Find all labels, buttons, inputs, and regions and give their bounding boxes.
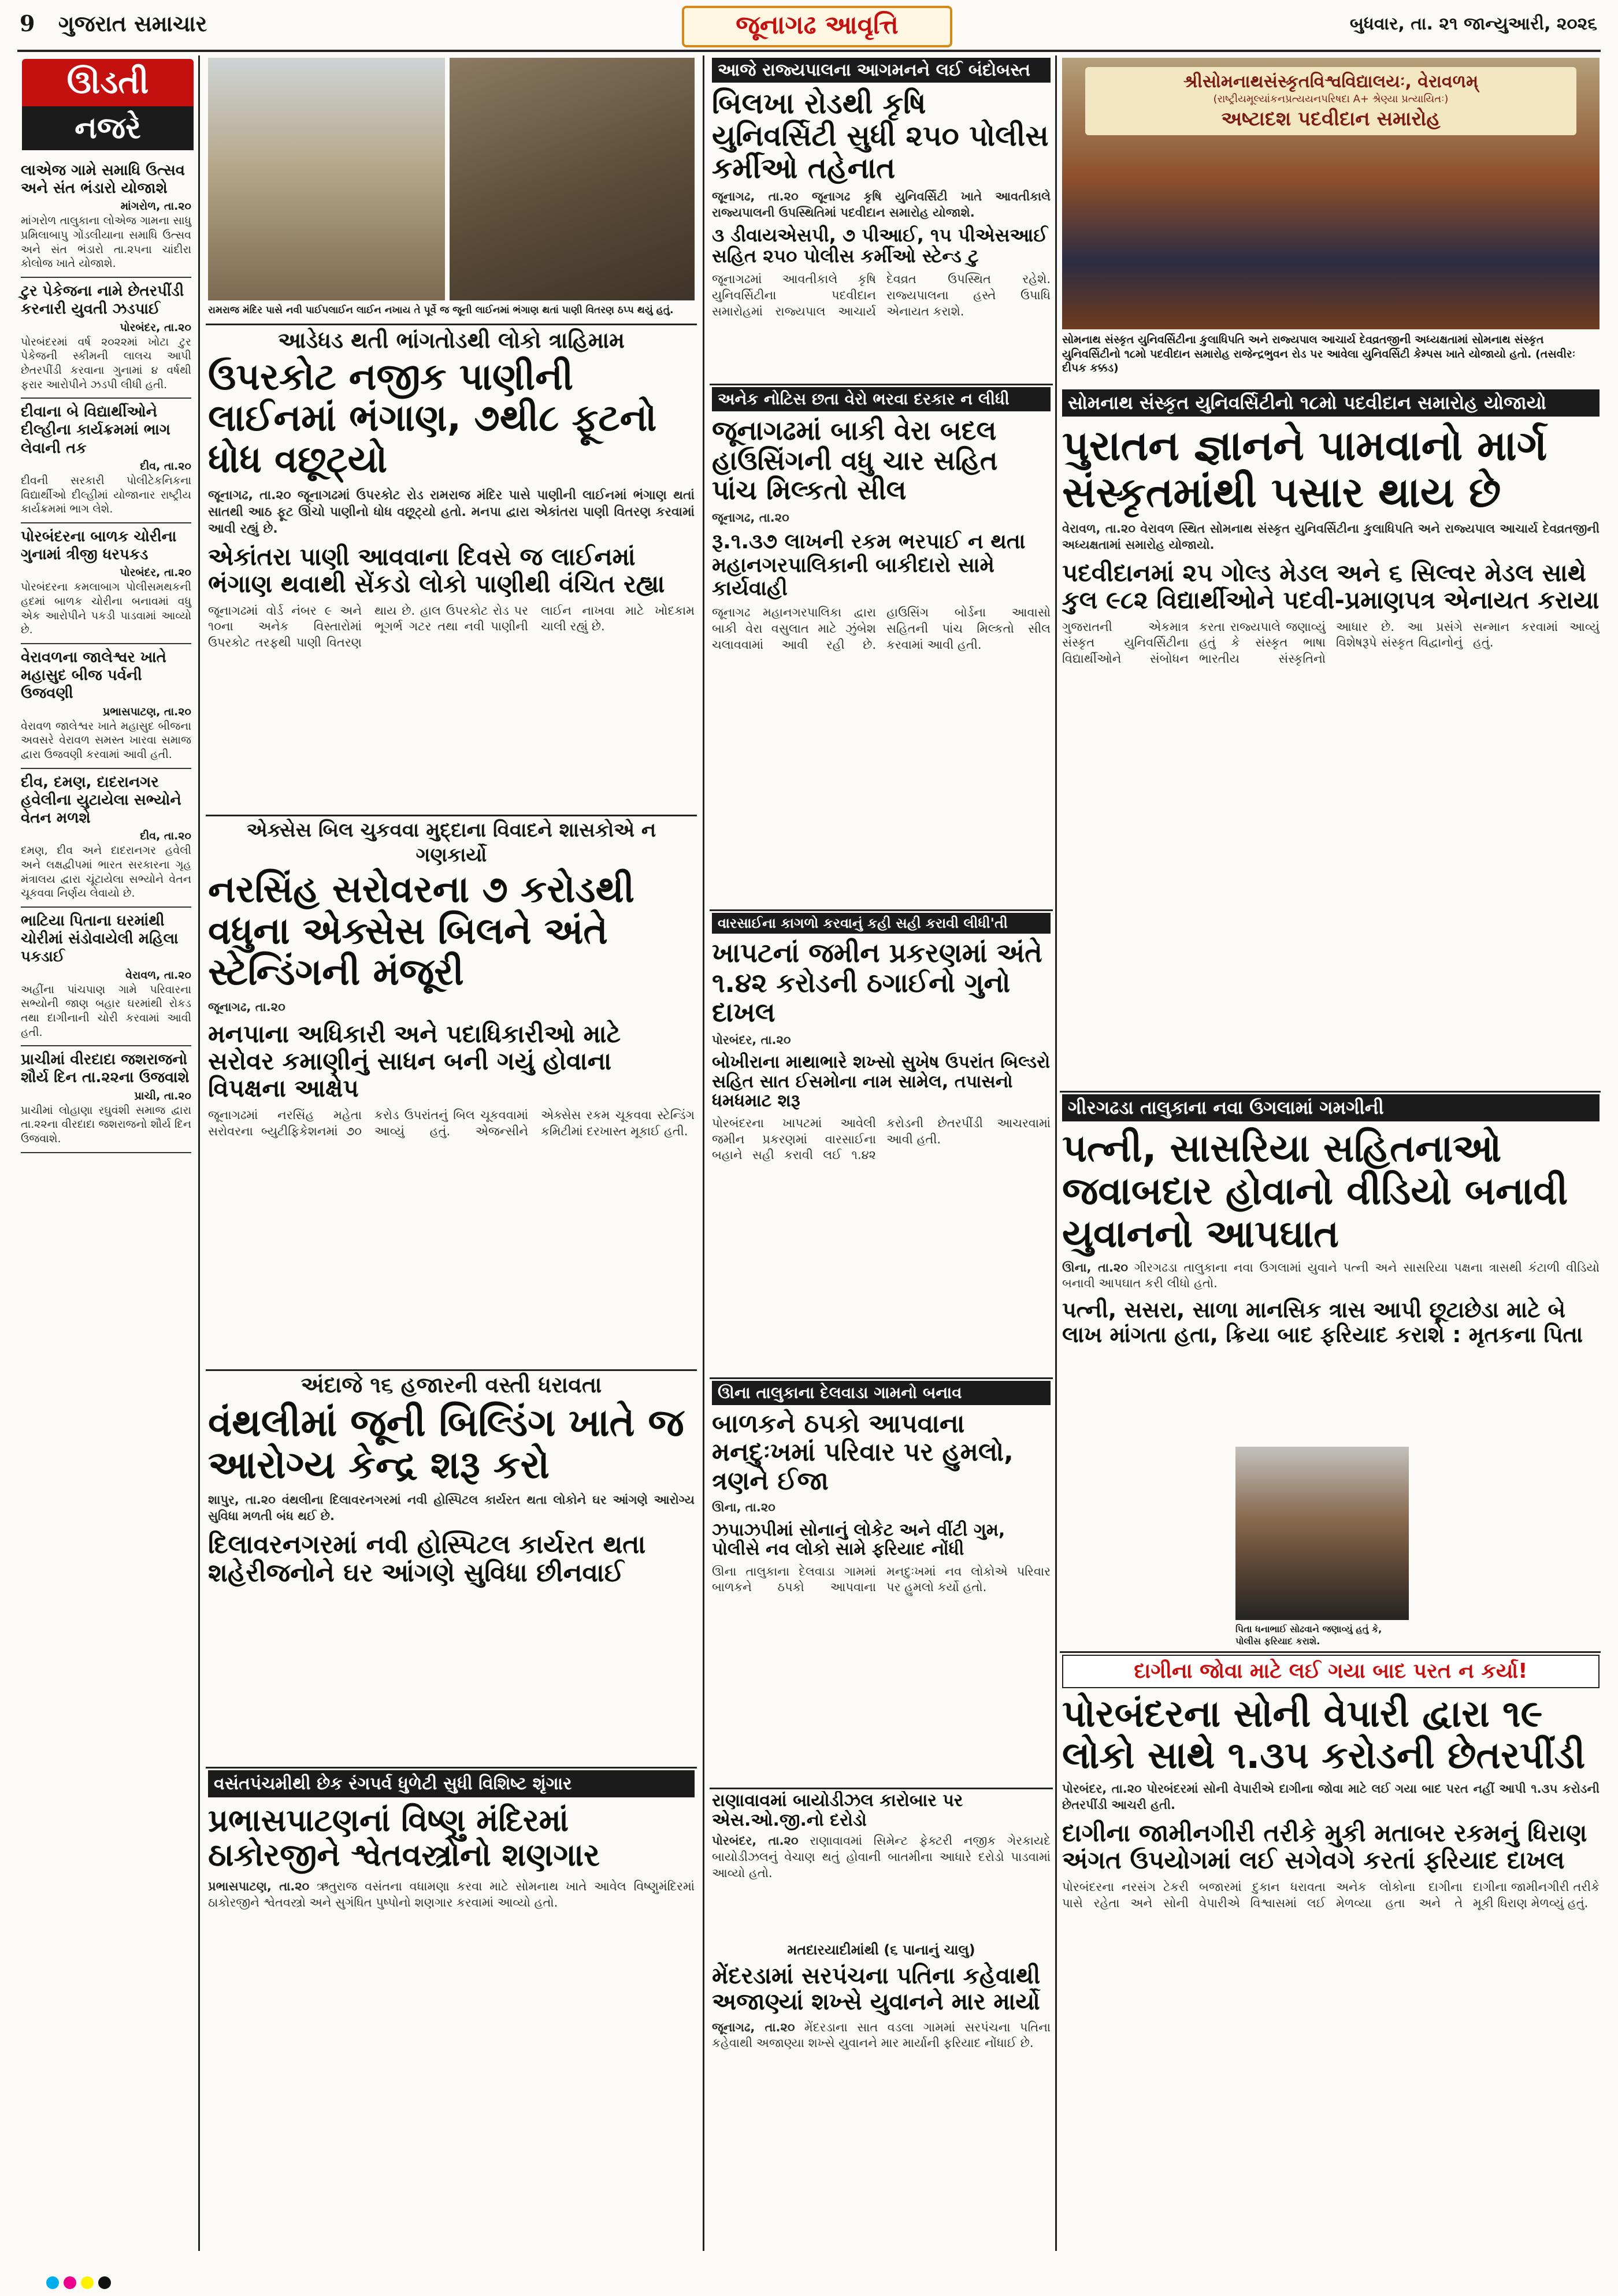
convocation-event: અષ્ટાદશ પદવીદાન સમારોહ	[1221, 107, 1441, 131]
bilkha-lead: જૂનાગઢ કૃષિ યુનિવર્સિટી ખાતે આવતીકાલે રાજ્યપાલની ઉપસ્થિતિમાં પદવીદાન સમારોહ યોજાશે.	[712, 190, 1051, 220]
soni-kicker: દાગીના જોવા માટે લઈ ગયા બાદ પરત ન કર્યા!	[1062, 1655, 1600, 1688]
sidebar-news-item	[21, 908, 191, 1046]
sidebar-news-dateline: દીવ, તા.૨૦	[140, 459, 191, 473]
sidebar-news-body: દીવની સરકારી પોલીટેકનિકના વિદ્યાર્થીઓ દીલ્હીમાં યોજાનાર રાષ્ટ્રીય કાર્યક્રમમાં ભાગ લેશે.	[21, 474, 191, 516]
article-medarda	[712, 1941, 1051, 2247]
vanthali-dateline: શાપુર, તા.૨૦	[208, 1493, 276, 1507]
sidebar-news-list	[17, 157, 198, 1153]
khapat-body: પોરબંદરના ખાપટમાં આવેલી જમીન પ્રકરણમાં વારસાઈના બહાને સહી કરાવી લઈ ૧.૪૨ કરોડની છેતરપીંડી આચરવામાં આવી હતી.	[712, 1116, 1051, 1162]
article-prabhas	[208, 1770, 695, 2247]
article-una	[712, 1381, 1051, 1785]
sidebar-news-body: દમણ, દીવ અને દાદરાનગર હવેલી અને લક્ષદ્વીપમાં ભારત સરકારના ગૃહ મંત્રાલય દ્વારા ચૂંટાયેલા સભ્યોને વેતન ચૂકવવા નિર્ણય લેવાયો છે.	[21, 844, 191, 900]
khapat-dateline: પોરબંદર, તા.૨૦	[712, 1032, 791, 1047]
una-body: ઊના તાલુકાના દેલવાડા ગામમાં બાળકને ઠપકો આપવાના મનદુઃખમાં નવ લોકોએ પરિવાર પર હુમલો કર્યો હતો.	[712, 1564, 1051, 1595]
somnath-kicker: સોમનાથ સંસ્કૃત યુનિવર્સિટીનો ૧૮મો પદવીદાન સમારોહ યોજાયો	[1062, 389, 1600, 417]
khapat-kicker: વારસાઈના કાગળો કરવાનું કહી સહી કરાવી લીધી'તી	[712, 913, 1051, 934]
soni-headline: પોરબંદરના સોની વેપારી દ્વારા ૧૯ લોકો સાથે ૧.૩૫ કરોડની છેતરપીંડી	[1062, 1693, 1586, 1777]
article-somnath	[1062, 389, 1600, 1088]
sidebar-news-headline: દીવ, દમણ, દાદરાનગર હવેલીના યુટાયેલા સભ્યોને વેતન મળશે	[21, 773, 181, 827]
prabhas-dateline: પ્રભાસપાટણ, તા.૨૦	[208, 1879, 310, 1893]
soni-body: પોરબંદરના નરસંગ ટેકરી પાસે રહેતા અને સોની બજારમાં દુકાન ધરાવતા વેપારીએ વિશ્વાસમાં લઈ અનેક લોકોના દાગીના મેળવ્યા હતા અને તે દાગીના જામીનગીરી તરીકે મૂકી ધિરાણ મેળવ્યું હતું.	[1062, 1879, 1600, 1910]
paper-name: ગુજરાત સમાચાર	[58, 10, 207, 36]
uparkot-lead: જૂનાગઢમાં ઉપરકોટ રોડ રામરાજ મંદિર પાસે પાણીની લાઈનમાં ભંગાણ થતાં સાતથી આઠ ફૂટ ઊંચો પાણીનો ધોધ વછૂટ્યો હતો. મનપા દ્વારા એકાંતરા પાણી વિતરણ કરવામાં આવી રહ્યું છે.	[208, 488, 695, 536]
article-giragadha	[1062, 1094, 1600, 1649]
sidebar-news-item	[21, 399, 191, 523]
sidebar-news-dateline: દીવ, તા.૨૦	[140, 830, 191, 843]
narsinh-kicker: એક્સેસ બિલ ચુકવવા મુદ્દાના વિવાદને શાસકોએ ન ગણકાર્યો	[246, 819, 656, 867]
sidebar-title-line2: નજરે	[22, 106, 194, 150]
vanthali-subhead: દિલાવરનગરમાં નવી હોસ્પિટલ કાર્યરત થતા શહેરીજનોને ઘર આંગણે સુવિધા છીનવાઈ	[208, 1529, 646, 1588]
convocation-banner	[1085, 67, 1576, 135]
vanthali-headline: વંથલીમાં જૂની બિલ્ડિંગ ખાતે જ આરોગ્ય કેન્દ્ર શરૂ કરો	[208, 1400, 684, 1488]
sidebar-news-item	[21, 644, 191, 769]
article-khapat	[712, 913, 1051, 1375]
uparkot-kicker: આડેધડ થતી ભાંગતોડથી લોકો ત્રાહિમામ	[278, 328, 625, 353]
article-porbandar-soni	[1062, 1655, 1600, 2247]
housing-dateline: જૂનાગઢ, તા.૨૦	[712, 510, 789, 525]
sidebar-news-body: પોરબંદરમાં વર્ષ ૨૦૨૨માં ખોટા ટુર પેકેજની સ્કીમની લાલચ આપી છેતરપીંડી કરવાના ગુનામાં ૪ વર્ષથી ફરાર આરોપીને ઝડપી લીધી હતી.	[21, 335, 191, 391]
uparkot-subhead: એકાંતરા પાણી આવવાના દિવસે જ લાઈનમાં ભંગાણ થવાથી સેંકડો લોકો પાણીથી વંચિત રહ્યા	[208, 542, 665, 598]
somnath-body: ગુજરાતની એકમાત્ર સંસ્કૃત યુનિવર્સિટીના વિદ્યાર્થીઓને સંબોધન કરતા રાજ્યપાલે જણાવ્યું હતું કે સંસ્કૃત ભાષા ભારતીય સંસ્કૃતિનો આધાર છે. આ પ્રસંગે વિશેષરૂપે સંસ્કૃત વિદ્વાનોનું સન્માન કરવામાં આવ્યું હતું.	[1062, 619, 1600, 666]
article-ravalwala	[712, 1791, 1051, 1935]
article-narsinh	[208, 818, 695, 1367]
somnath-headline: પુરાતન જ્ઞાનને પામવાનો માર્ગ સંસ્કૃતમાંથી પસાર થાય છે	[1062, 421, 1548, 517]
medarda-body: મેંદરડાના સાત વડલા ગામમાં સરપંચના પતિના કહેવાથી અજાણ્યા શખ્સે યુવાનને માર માર્યાની ફરિયાદ નોંધાઈ છે.	[712, 2020, 1051, 2050]
sidebar-news-dateline: પોરબંદર, તા.૨૦	[120, 566, 191, 579]
somnath-subhead: પદવીદાનમાં ૨૫ ગોલ્ડ મેડલ અને ૬ સિલ્વર મેડલ સાથે કુલ ૯૮૨ વિદ્યાર્થીઓને પદવી-પ્રમાણપત્ર એનાયત કરાયા	[1062, 558, 1600, 614]
sidebar-news-dateline: પોરબંદર, તા.૨૦	[120, 321, 191, 334]
issue-date: બુધવાર, તા. ૨૧ જાન્યુઆરી, ૨૦૨૬	[1349, 14, 1597, 34]
narsinh-subhead: મનપાના અધિકારી અને પદાધિકારીઓ માટે સરોવર કમાણીનું સાધન બની ગયું હોવાના વિપક્ષના આક્ષેપ	[208, 1019, 621, 1102]
giragadha-photo-caption: પિતા ધનાભાઈ સોઢવાને જણાવ્યું હતું કે, પોલીસ ફરિયાદ કરાશે.	[1235, 1623, 1382, 1647]
broken-pipeline-photo	[450, 58, 695, 300]
housing-body: જૂનાગઢ મહાનગરપાલિકા દ્વારા બાકી વેરા વસુલાત માટે ઝુંબેશ ચલાવવામાં આવી રહી છે. હાઉસિંગ બોર્ડના આવાસો સહિતની પાંચ મિલ્કતો સીલ કરવામાં આવી હતી.	[712, 605, 1051, 652]
sidebar-news-headline: પ્રાચીમાં વીરદાદા જશરાજનો શૌર્ય દિન તા.૨૨ના ઉજવાશે	[21, 1051, 190, 1087]
housing-kicker: અનેક નોટિસ છતા વેરો ભરવા દરકાર ન લીધી	[712, 387, 1051, 411]
sidebar-news-body: પોરબંદરના કમલાબાગ પોલીસમથકની હદમાં બાળક ચોરીના બનાવમાં વધુ એક આરોપીને પકડી પાડવામાં આવ્યો છે.	[21, 581, 191, 637]
road-digging-photo	[208, 58, 445, 300]
khapat-subhead: બોખીરાના માથાભારે શખ્સો સુખેષ ઉપરાંત બિલ્ડરો સહિત સાત ઈસમોના નામ સામેલ, તપાસનો ધમધમાટ શરૂ	[712, 1052, 1051, 1112]
convocation-caption: સોમનાથ સંસ્કૃત યુનિવર્સિટીના કુલાધિપતિ અને રાજ્યપાલ આચાર્ય દેવવ્રતજીની અધ્યક્ષતામાં સોમનાથ સંસ્કૃત યુનિવર્સિટીનો ૧૮મો પદવીદાન સમારોહ રાજેન્દ્રભુવન રોડ પર આવેલા યુનિવર્સિટી કેમ્પસ ખાતે યોજાયો હતો. (તસવીરઃ દીપક કક્કડ)	[1062, 333, 1576, 375]
ravalwala-headline: રાણાવાવમાં બાયોડીઝલ કારોબાર પર એસ.ઓ.જી.નો દરોડો	[712, 1791, 963, 1830]
sidebar-news-headline: ભાટિયા પિતાના ઘરમાંથી ચોરીમાં સંડોવાયેલી મહિલા પકડાઈ	[21, 912, 179, 966]
sidebar-news-item	[21, 1046, 191, 1153]
somnath-lead: વેરાવળ સ્થિત સોમનાથ સંસ્કૃત યુનિવર્સિટીના કુલાધિપતિ અને રાજ્યપાલ આચાર્ય દેવવ્રતજીની અધ્યક્ષતામાં સમારોહ યોજાયો.	[1062, 522, 1600, 552]
vanthali-kicker: અંદાજે ૧૬ હજારની વસ્તી ધરાવતા	[300, 1372, 602, 1398]
sidebar-news-headline: ટુર પેકેજના નામે છેતરપીંડી કરનારી યુવતી ઝડપાઈ	[21, 283, 184, 318]
prabhas-body: ઋતુરાજ વસંતના વધામણા કરવા માટે સોમનાથ ખાતે આવેલ વિષ્ણુમંદિરમાં ઠાકોરજીને શ્વેતવસ્ત્રો અને સુગંધિત પુષ્પોનો શણગાર કરવામાં આવ્યો હતો.	[208, 1879, 695, 1909]
sidebar-news-item	[21, 278, 191, 399]
sidebar-news-item	[21, 523, 191, 644]
sidebar-news-item	[21, 769, 191, 908]
housing-headline: જૂનાગઢમાં બાકી વેરા બદલ હાઉસિંગની વધુ ચાર સહિત પાંચ મિલ્કતો સીલ	[712, 415, 998, 506]
bilkha-dateline: જૂનાગઢ, તા.૨૦	[712, 190, 799, 203]
sidebar-title-line1: ઊડતી	[22, 59, 194, 106]
una-dateline: ઊના, તા.૨૦	[712, 1500, 775, 1514]
masthead-left	[20, 10, 366, 43]
sidebar-news-headline: લાએજ ગામે સમાધિ ઉત્સવ અને સંત ભંડારો યોજાશે	[21, 162, 185, 198]
bilkha-body: જૂનાગઢમાં આવતીકાલે કૃષિ યુનિવર્સિટીના પદવીદાન સમારોહમાં રાજ્યપાલ આચાર્ય દેવવ્રત ઉપસ્થિત રહેશે. રાજ્યપાલના હસ્તે ઉપાધિ એનાયત કરાશે.	[712, 272, 1051, 318]
giragadha-body: ગીરગઢડા તાલુકાના નવા ઉગલામાં યુવાને પત્ની અને સાસરિયા પક્ષના ત્રાસથી કંટાળી વીડિયો બનાવી આપઘાત કરી લીધો હતો.	[1062, 1260, 1600, 1291]
prabhas-headline: પ્રભાસપાટણનાં વિષ્ણુ મંદિરમાં ઠાકોરજીને શ્વેતવસ્ત્રોનો શણગાર	[208, 1802, 600, 1874]
sidebar-news-item	[21, 157, 191, 278]
sidebar-news-body: વેરાવળ જાલેશ્વર ખાતે મહાસુદ બીજના અવસરે વેરાવળ સમસ્ત ખારવા સમાજ દ્વારા ઉજવણી કરવામાં આવી હતી.	[21, 719, 191, 761]
giragadha-headline: પત્ની, સાસરિયા સહિતનાઓ જવાબદાર હોવાનો વીડિયો બનાવી યુવાનનો આપઘાત	[1062, 1126, 1568, 1256]
giragadha-kicker: ગીરગઢડા તાલુકાના નવા ઉગલામાં ગમગીની	[1062, 1094, 1600, 1121]
article-housing	[712, 387, 1051, 907]
medarda-headline: મેંદરડામાં સરપંચના પતિના કહેવાથી અજાણ્યાં શખ્સે યુવાનને માર માર્યો	[712, 1963, 1041, 2015]
ravalwala-dateline: પોરબંદર, તા.૨૦	[712, 1834, 799, 1848]
top-photo-caption: રામરાજ મંદિર પાસે નવી પાઈપલાઈન લાઈન નખાય તે પૂર્વે જ જૂની લાઈનમાં ભંગાણ થતાં પાણી વિતરણ ઠપ્પ થયું હતું.	[208, 304, 674, 316]
soni-dateline: પોરબંદર, તા.૨૦	[1062, 1782, 1142, 1796]
uparkot-dateline: જૂનાગઢ, તા.૨૦	[208, 488, 291, 503]
una-subhead: ઝપાઝપીમાં સોનાનું લોકેટ અને વીંટી ગુમ, પોલીસે નવ લોકો સામે ફરિયાદ નોંધી	[712, 1519, 1005, 1560]
registration-dot-magenta	[64, 2276, 76, 2289]
narsinh-dateline: જૂનાગઢ, તા.૨૦	[208, 1000, 285, 1015]
giragadha-subhead: પત્ની, સસરા, સાળા માનસિક ત્રાસ આપી છૂટાછેડા માટે બે લાખ માંગતા હતા, ક્રિયા બાદ ફરિયાદ કરાશે : મૃતકના પિતા	[1062, 1297, 1583, 1347]
convocation-univ-name: શ્રીસોમનાથસંસ્કૃતવિશ્વવિદ્યાલયઃ, વેરાવળમ્	[1183, 72, 1479, 92]
convocation-accreditation: (રાષ્ટ્રીયમૂલ્યાંકનપ્રત્યયનપરિષદા A+ શ્રેણ્યા પ્રત્યાયિતઃ)	[1213, 93, 1449, 105]
article-uparkot	[208, 327, 695, 812]
soni-lead: પોરબંદરમાં સોની વેપારીએ દાગીના જોવા માટે લઈ ગયા બાદ પરત નહીં આપી ૧.૩૫ કરોડની છેતરપીંડી આચરી હતી.	[1062, 1782, 1600, 1812]
giragadha-dateline: ઊના, તા.૨૦	[1062, 1260, 1128, 1275]
convocation-photo	[1062, 58, 1600, 329]
bilkha-subhead: ૩ ડીવાયએસપી, ૭ પીઆઈ, ૧૫ પીએસઆઈ સહિત ૨૫૦ પોલીસ કર્મીઓ સ્ટેન્ડ ટુ	[712, 224, 1048, 268]
khapat-headline: ખાપટનાં જમીન પ્રકરણમાં અંતે ૧.૪૨ કરોડની ઠગાઈનો ગુનો દાખલ	[712, 937, 1042, 1028]
registration-dot-yellow	[81, 2276, 94, 2289]
vanthali-body: વંથલીના દિલાવરનગરમાં નવી હોસ્પિટલ કાર્યરત થતા લોકોને ઘર આંગણે આરોગ્ય સુવિધા મળતી બંધ થઈ છે.	[208, 1493, 695, 1524]
sidebar-news-dateline: વેરાવળ, તા.૨૦	[125, 968, 191, 982]
registration-dot-black	[98, 2276, 111, 2289]
page-number: 9	[20, 10, 35, 36]
sidebar-news-body: પ્રાચીમાં લોહાણા રઘુવંશી સમાજ દ્વારા તા.૨૨ના વીરદાદા જશરાજનો શૌર્ય દિન ઉજવાશે.	[21, 1104, 191, 1145]
sidebar-news-dateline: પ્રભાસપાટણ, તા.૨૦	[102, 705, 191, 718]
housing-subhead: રૂ.૧.૩૭ લાખની રકમ ભરપાઈ ન થતા મહાનગરપાલિકાની બાકીદારો સામે કાર્યવાહી	[712, 530, 1026, 600]
registration-dot-cyan	[46, 2276, 59, 2289]
article-vanthali	[208, 1372, 695, 1764]
una-kicker: ઊના તાલુકાના દેલવાડા ગામનો બનાવ	[712, 1381, 1051, 1405]
prabhas-banner: વસંતપંચમીથી છેક રંગપર્વ ધુળેટી સુધી વિશિષ્ટ શૃંગાર	[208, 1770, 695, 1797]
medarda-dateline: જૂનાગઢ, તા.૨૦	[712, 2020, 795, 2034]
sidebar-news-headline: દીવાના બે વિદ્યાર્થીઓને દીલ્હીના કાર્યક્રમમાં ભાગ લેવાની તક	[21, 403, 170, 457]
sidebar-news-body: માંગરોળ તાલુકાના લોએજ ગામના સાધુ પ્રમિલાબાપુ ગોંડલીયાના સમાધિ ઉત્સવ અને સંત ભંડારો તા.૨૫ના ચાંદીરા કોલોજ ખાતે યોજાશે.	[21, 214, 191, 270]
somnath-dateline: વેરાવળ, તા.૨૦	[1062, 522, 1135, 536]
narsinh-body: જૂનાગઢમાં નરસિંહ મહેતા સરોવરના બ્યુટીફિકેશનમાં ૭૦ કરોડ ઉપરાંતનું બિલ ચૂકવવામાં આવ્યું હતું. એજન્સીને એક્સેસ રકમ ચૂકવવા સ્ટેન્ડિંગ કમિટીમાં દરખાસ્ત મૂકાઈ હતી.	[208, 1108, 695, 1138]
sidebar-news-body: અહીંના પાંચપાણ ગામે પરિવારના સભ્યોની જાણ બહાર ઘરમાંથી રોકડ તથા દાગીનાની ચોરી કરવામાં આવી હતી.	[21, 983, 191, 1039]
medarda-kicker: મતદારયાદીમાંથી (૬ પાનાનું ચાલુ)	[787, 1942, 975, 1958]
sidebar-news-headline: પોરબંદરના બાળક ચોરીના ગુનામાં ત્રીજી ધરપકડ	[21, 527, 177, 564]
narsinh-headline: નરસિંહ સરોવરના ૭ કરોડથી વધુના એક્સેસ બિલને અંતે સ્ટેન્ડિંગની મંજૂરી	[208, 868, 634, 994]
sidebar	[17, 55, 200, 2251]
sidebar-news-dateline: માંગરોળ, તા.૨૦	[120, 200, 191, 213]
uparkot-headline: ઉપરકોટ નજીક પાણીની લાઈનમાં ભંગાણ, ૭થી૮ ફૂટનો ધોધ વછૂટ્યો	[208, 355, 657, 481]
sidebar-news-headline: વેરાવળના જાલેશ્વર ખાતે મહાસુદ બીજ પર્વની ઉજવણી	[21, 649, 166, 703]
edition-title: જૂનાગઢ આવૃત્તિ	[682, 6, 952, 47]
bilkha-headline: બિલખા રોડથી કૃષિ યુનિવર્સિટી સુધી ૨૫૦ પોલીસ કર્મીઓ તહેનાત	[712, 87, 1049, 185]
una-headline: બાળકને ઠપકો આપવાના મનદુઃખમાં પરિવાર પર હુમલો, ત્રણને ઈજા	[712, 1409, 1014, 1496]
sidebar-news-dateline: પ્રાચી, તા.૨૦	[134, 1089, 191, 1102]
uparkot-body: જૂનાગઢમાં વોર્ડ નંબર ૯ અને ૧૦ના અનેક વિસ્તારોમાં ઉપરકોટ તરફથી પાણી વિતરણ થાય છે. હાલ ઉપરકોટ રોડ પર ભૂગર્ભ ગટર તથા નવી પાણીની લાઈન નાખવા માટે ખોદકામ ચાલી રહ્યું છે.	[208, 603, 695, 650]
ravalwala-body: રાણાવાવમાં સિમેન્ટ ફેક્ટરી નજીક ગેરકાયદે બાયોડીઝલનું વેચાણ થતું હોવાની બાતમીના આધારે દરોડો પાડવામાં આવ્યો હતો.	[712, 1834, 1051, 1880]
bilkha-kicker: આજે રાજ્યપાલના આગમનને લઈ બંદોબસ્ત	[712, 58, 1051, 83]
deceased-youth-photo	[1235, 1447, 1409, 1620]
article-bilkha	[712, 58, 1051, 381]
soni-subhead: દાગીના જામીનગીરી તરીકે મુકી મતાબર રકમનું ધિરાણ અંગત ઉપયોગમાં લઈ સગેવગે કરતાં ફરિયાદ દાખલ	[1062, 1818, 1587, 1874]
